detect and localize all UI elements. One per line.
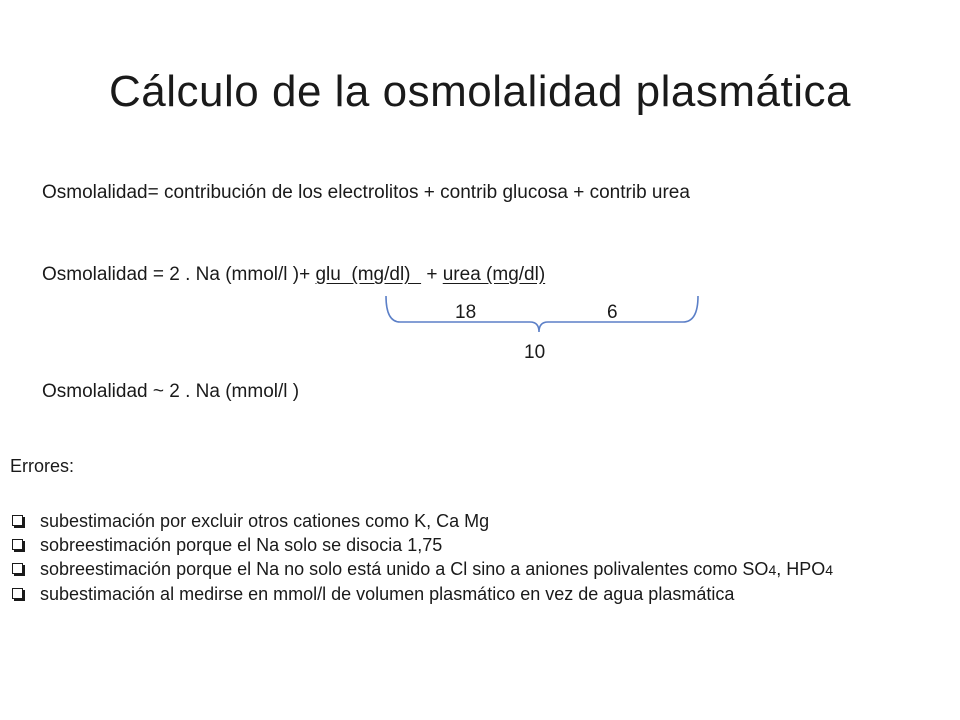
glucose-term: glu (mg/dl)	[315, 264, 422, 285]
formula-plus: +	[421, 264, 443, 285]
error-text: sobreestimación porque el Na no solo está unido a Cl sino a aniones polivalentes como SO	[40, 559, 769, 579]
error-text: subestimación por excluir otros cationes como K, Ca Mg	[40, 511, 490, 531]
list-item	[10, 558, 950, 581]
list-item	[10, 534, 950, 556]
error-text: sobreestimación porque el Na solo se disocia 1,75	[40, 535, 443, 555]
osmolality-approximation: Osmolalidad ~ 2 . Na (mmol/l )	[42, 381, 300, 402]
hollow-square-bullet-icon	[12, 539, 23, 550]
glucose-divisor: 18	[455, 302, 477, 323]
combined-divisor: 10	[524, 342, 546, 363]
errors-heading: Errores:	[10, 456, 75, 476]
errors-list	[10, 510, 950, 607]
hollow-square-bullet-icon	[12, 515, 23, 526]
urea-term: urea (mg/dl)	[442, 264, 546, 285]
hollow-square-bullet-icon	[12, 588, 23, 599]
list-item	[10, 510, 950, 532]
subscript: 4	[768, 562, 777, 578]
hollow-square-bullet-icon	[12, 563, 23, 574]
formula-prefix: Osmolalidad = 2 . Na (mmol/l )+	[42, 264, 316, 285]
osmolality-definition: Osmolalidad= contribución de los electrolitos + contrib glucosa + contrib urea	[42, 182, 690, 203]
list-item	[10, 583, 950, 605]
osmolality-formula	[42, 263, 545, 287]
error-text: subestimación al medirse en mmol/l de volumen plasmático en vez de agua plasmática	[40, 584, 735, 604]
slide-title: Cálculo de la osmolalidad plasmática	[109, 67, 851, 116]
subscript: 4	[825, 562, 834, 578]
urea-divisor: 6	[607, 302, 618, 323]
error-text: , HPO	[776, 559, 826, 579]
